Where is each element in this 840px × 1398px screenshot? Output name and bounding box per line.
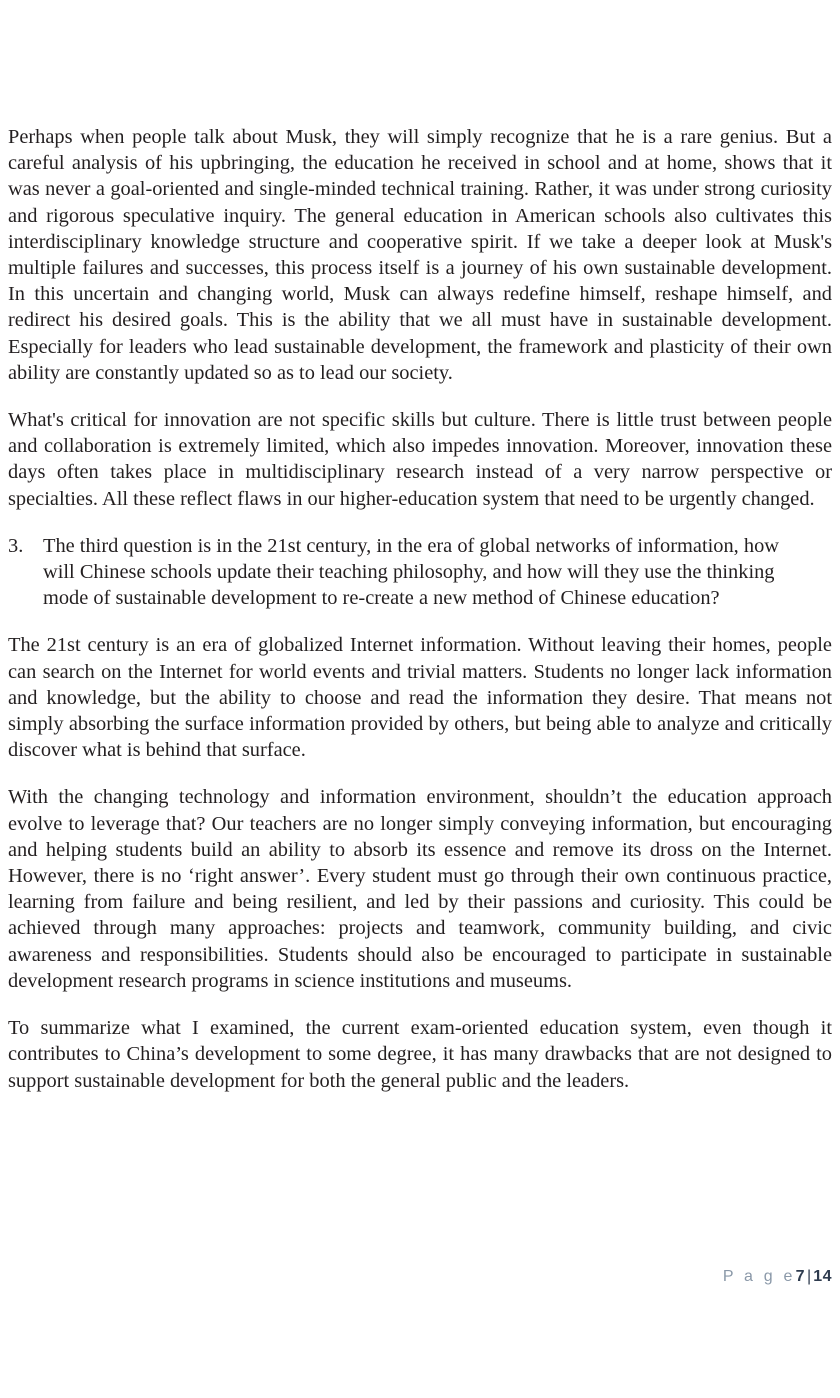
footer-separator: | bbox=[807, 1268, 812, 1285]
list-item-text: The third question is in the 21st century, in the era of global networks of information, how will Chinese schools update their teaching philosophy, and how will they use the thinking mode of sustainable development to re-create a new method of Chinese education? bbox=[43, 534, 779, 610]
footer-page-label: P a g e bbox=[722, 1268, 796, 1285]
paragraph-musk-genius: Perhaps when people talk about Musk, they will simply recognize that he is a rare genius. But a careful analysis of his upbringing, the education he received in school and at home, shows that it was never a goal-oriented and single-minded technical training. Rather, it was under strong curiosity and rigorous speculative inquiry. The general education in American schools also cultivates this interdisciplinary knowledge structure and cooperative spirit. If we take a deeper look at Musk's multiple failures and successes, this process itself is a journey of his own sustainable development. In this uncertain and changing world, Musk can always redefine himself, reshape himself, and redirect his desired goals. This is the ability that we all must have in sustainable development. Especially for leaders who lead sustainable development, the framework and plasticity of their own ability are constantly updated so as to lead our society. bbox=[8, 126, 832, 384]
paragraph-teaching-approach: With the changing technology and information environment, shouldn’t the education approach evolve to leverage that? Our teachers are no longer simply conveying information, but encouraging and helping students build an ability to absorb its essence and remove its dross on the Internet. However, there is no ‘right answer’. Every student must go through their own continuous practice, learning from failure and being resilient, and led by their passions and curiosity. This could be achieved through many approaches: projects and teamwork, community building, and civic awareness and responsibilities. Students should also be encouraged to participate in sustainable development research programs in science institutions and museums. bbox=[8, 786, 832, 992]
footer-page-number: 7 bbox=[795, 1268, 806, 1285]
document-body bbox=[8, 124, 832, 1094]
paragraph-21st-century-internet: The 21st century is an era of globalized Internet information. Without leaving their homes, people can search on the Internet for world events and trivial matters. Students no longer lack information and knowledge, but the ability to choose and read the information they desire. That means not simply absorbing the surface information provided by others, but being able to analyze and critically discover what is behind that surface. bbox=[8, 634, 832, 762]
numbered-list-item-3 bbox=[8, 533, 832, 612]
paragraph-innovation-culture: What's critical for innovation are not specific skills but culture. There is little trust between people and collaboration is extremely limited, which also impedes innovation. Moreover, innovation these days often takes place in multidisciplinary research instead of a very narrow perspective or specialties. All these reflect flaws in our higher-education system that need to be urgently changed. bbox=[8, 409, 832, 510]
list-item-marker: 3. bbox=[8, 534, 24, 557]
page-footer bbox=[0, 1268, 832, 1286]
paragraph-summary: To summarize what I examined, the current exam-oriented education system, even though it contributes to China’s development to some degree, it has many drawbacks that are not designed to support sustainable development for both the general public and the leaders. bbox=[8, 1017, 832, 1092]
footer-total-pages: 14 bbox=[813, 1268, 832, 1285]
